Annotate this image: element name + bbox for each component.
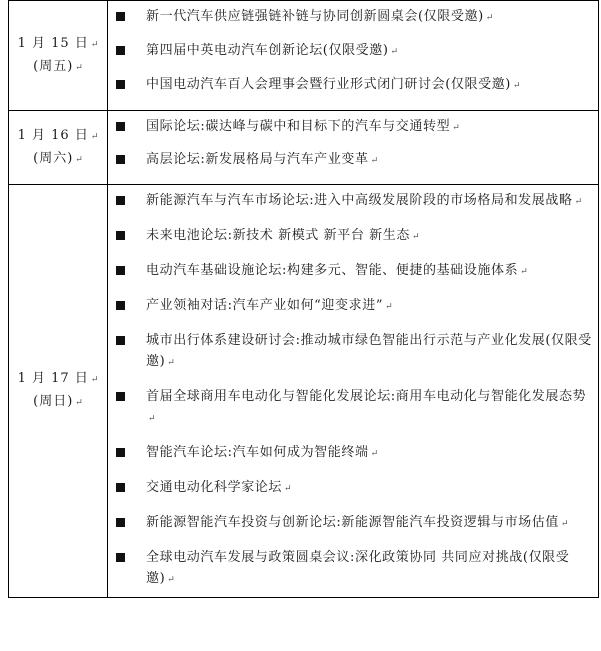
schedule-row-jan-16 <box>9 111 599 185</box>
paragraph-mark-icon: ↵ <box>75 154 83 165</box>
session-item <box>116 190 592 213</box>
paragraph-mark-icon: ↵ <box>385 302 393 312</box>
paragraph-mark-icon: ↵ <box>90 131 99 142</box>
session-item <box>116 442 592 465</box>
square-bullet-icon <box>116 448 125 457</box>
paragraph-mark-icon: ↵ <box>90 375 99 385</box>
weekday-line: (周日) <box>33 394 74 409</box>
square-bullet-icon <box>116 301 125 310</box>
sessions-cell <box>108 185 599 598</box>
session-title: 新能源汽车与汽车市场论坛:进入中高级发展阶段的市场格局和发展战略 <box>146 193 573 208</box>
weekday-line: (周六) <box>33 150 74 166</box>
paragraph-mark-icon: ↵ <box>520 267 528 277</box>
session-title: 电动汽车基础设施论坛:构建多元、智能、便捷的基础设施体系 <box>146 263 519 278</box>
session-list <box>108 185 598 597</box>
paragraph-mark-icon: ↵ <box>75 398 83 408</box>
session-item <box>116 330 592 374</box>
paragraph-mark-icon: ↵ <box>512 81 521 91</box>
session-list <box>108 1 598 110</box>
square-bullet-icon <box>116 266 125 275</box>
date-line: 1 月 17 日 <box>17 371 89 386</box>
square-bullet-icon <box>116 122 125 131</box>
session-item <box>116 260 592 283</box>
weekday-line: (周五) <box>33 58 74 74</box>
square-bullet-icon <box>116 553 125 562</box>
square-bullet-icon <box>116 336 125 345</box>
session-item <box>116 477 592 500</box>
paragraph-mark-icon: ↵ <box>75 62 83 73</box>
paragraph-mark-icon: ↵ <box>485 13 494 23</box>
session-item <box>116 547 592 591</box>
paragraph-mark-icon: ↵ <box>167 575 175 585</box>
session-title: 产业领袖对话:汽车产业如何“迎变求进” <box>146 298 384 313</box>
session-list <box>108 111 598 184</box>
session-title: 新一代汽车供应链强链补链与协同创新圆桌会(仅限受邀) <box>146 9 484 24</box>
paragraph-mark-icon: ↵ <box>370 156 379 166</box>
session-title: 交通电动化科学家论坛 <box>146 480 283 495</box>
square-bullet-icon <box>116 80 125 89</box>
sessions-cell <box>108 1 599 111</box>
session-title: 高层论坛:新发展格局与汽车产业变革 <box>146 152 369 167</box>
square-bullet-icon <box>116 518 125 527</box>
paragraph-mark-icon: ↵ <box>411 232 420 242</box>
session-title: 中国电动汽车百人会理事会暨行业形式闭门研讨会(仅限受邀) <box>146 77 511 92</box>
square-bullet-icon <box>116 12 125 21</box>
paragraph-mark-icon: ↵ <box>148 414 156 424</box>
session-item <box>116 295 592 318</box>
session-title: 全球电动汽车发展与政策圆桌会议:深化政策协同 共同应对挑战(仅限受邀) <box>146 550 570 586</box>
session-item <box>116 116 592 139</box>
square-bullet-icon <box>116 196 125 205</box>
paragraph-mark-icon: ↵ <box>90 39 99 50</box>
paragraph-mark-icon: ↵ <box>370 449 379 459</box>
session-item <box>116 74 592 97</box>
schedule-table <box>8 0 599 598</box>
session-item <box>116 6 592 29</box>
session-item <box>116 386 592 430</box>
session-title: 首届全球商用车电动化与智能化发展论坛:商用车电动化与智能化发展态势 <box>146 389 587 404</box>
paragraph-mark-icon: ↵ <box>452 123 460 133</box>
square-bullet-icon <box>116 231 125 240</box>
session-title: 未来电池论坛:新技术 新模式 新平台 新生态 <box>146 228 410 243</box>
paragraph-mark-icon: ↵ <box>574 197 583 207</box>
paragraph-mark-icon: ↵ <box>167 358 175 368</box>
session-item <box>116 149 592 172</box>
session-item <box>116 225 592 248</box>
session-item <box>116 40 592 63</box>
session-item <box>116 512 592 535</box>
session-title: 国际论坛:碳达峰与碳中和目标下的汽车与交通转型 <box>146 119 451 134</box>
session-title: 新能源智能汽车投资与创新论坛:新能源智能汽车投资逻辑与市场估值 <box>146 515 559 530</box>
date-cell <box>9 1 108 111</box>
square-bullet-icon <box>116 155 125 164</box>
date-cell <box>9 185 108 598</box>
schedule-row-jan-17 <box>9 185 599 598</box>
square-bullet-icon <box>116 483 125 492</box>
schedule-row-jan-15 <box>9 1 599 111</box>
paragraph-mark-icon: ↵ <box>390 47 399 57</box>
square-bullet-icon <box>116 46 125 55</box>
square-bullet-icon <box>116 392 125 401</box>
session-title: 第四届中英电动汽车创新论坛(仅限受邀) <box>146 43 389 58</box>
paragraph-mark-icon: ↵ <box>560 519 569 529</box>
date-cell <box>9 111 108 185</box>
date-line: 1 月 15 日 <box>17 35 89 51</box>
session-title: 智能汽车论坛:汽车如何成为智能终端 <box>146 445 369 460</box>
session-title: 城市出行体系建设研讨会:推动城市绿色智能出行示范与产业化发展(仅限受邀) <box>146 333 592 369</box>
date-line: 1 月 16 日 <box>17 127 89 143</box>
sessions-cell <box>108 111 599 185</box>
paragraph-mark-icon: ↵ <box>284 484 292 494</box>
